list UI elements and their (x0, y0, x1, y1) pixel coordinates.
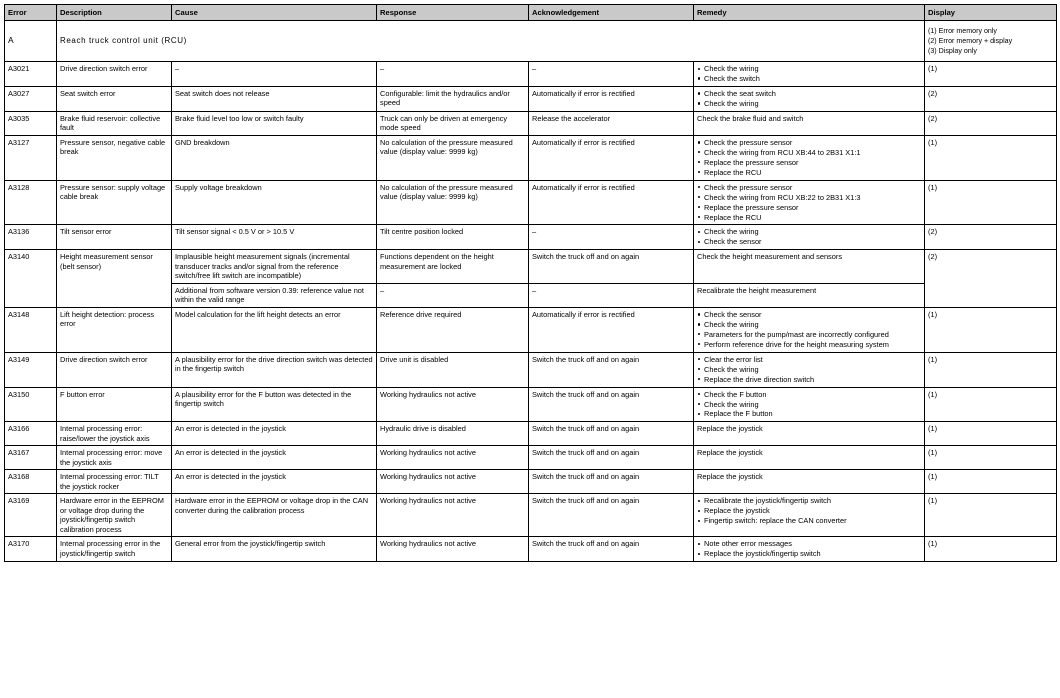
cell-error-code: A3150 (5, 387, 57, 422)
remedy-bullet-item: Recalibrate the joystick/fingertip switch (697, 496, 921, 505)
remedy-bullet-list (697, 496, 921, 525)
cell-remedy (694, 494, 925, 537)
cell-acknowledgement: – (529, 61, 694, 86)
table-row (5, 180, 1057, 225)
cell-acknowledgement: Switch the truck off and on again (529, 470, 694, 494)
cell-display: (2) (925, 225, 1057, 250)
cell-remedy: Check the brake fluid and switch (694, 111, 925, 135)
cell-remedy (694, 352, 925, 387)
table-row (5, 422, 1057, 446)
cell-description: Pressure sensor: supply voltage cable break (57, 180, 172, 225)
cell-display: (1) (925, 307, 1057, 352)
column-header-error: Error (5, 5, 57, 21)
remedy-bullet-item: Fingertip switch: replace the CAN converter (697, 516, 921, 525)
cell-cause: An error is detected in the joystick (172, 422, 377, 446)
table-header-row (5, 5, 1057, 21)
remedy-bullet-item: Replace the RCU (697, 168, 921, 177)
cell-remedy: Replace the joystick (694, 470, 925, 494)
remedy-bullet-item: Replace the joystick (697, 506, 921, 515)
cell-error-code: A3140 (5, 250, 57, 307)
remedy-bullet-item: Check the wiring (697, 320, 921, 329)
display-legend-item-3: (3) Display only (928, 46, 977, 55)
cell-remedy (694, 135, 925, 180)
cell-display: (1) (925, 352, 1057, 387)
cell-remedy (694, 61, 925, 86)
cell-response: – (377, 61, 529, 86)
cell-acknowledgement: Automatically if error is rectified (529, 307, 694, 352)
cell-remedy (694, 307, 925, 352)
display-legend-item-2: (2) Error memory + display (928, 36, 1013, 45)
column-header-display: Display (925, 5, 1057, 21)
cell-remedy (694, 537, 925, 562)
cell-cause: Tilt sensor signal < 0.5 V or > 10.5 V (172, 225, 377, 250)
cell-acknowledgement: – (529, 225, 694, 250)
cell-cause: A plausibility error for the F button was detected in the fingertip switch (172, 387, 377, 422)
table-row (5, 307, 1057, 352)
remedy-bullet-item: Check the sensor (697, 237, 921, 246)
remedy-bullet-item: Check the wiring from RCU XB:22 to 2B31 X1:3 (697, 193, 921, 202)
error-code-table (4, 4, 1057, 562)
cell-response: No calculation of the pressure measured value (display value: 9999 kg) (377, 180, 529, 225)
remedy-bullet-item: Replace the F button (697, 409, 921, 418)
remedy-bullet-item: Check the wiring (697, 400, 921, 409)
cell-response: Working hydraulics not active (377, 446, 529, 470)
section-code: A (5, 20, 57, 61)
table-row (5, 446, 1057, 470)
cell-cause: GND breakdown (172, 135, 377, 180)
cell-cause: General error from the joystick/fingertip switch (172, 537, 377, 562)
table-header (5, 5, 1057, 21)
cell-cause: Model calculation for the lift height detects an error (172, 307, 377, 352)
remedy-bullet-item: Check the pressure sensor (697, 183, 921, 192)
cell-error-code: A3148 (5, 307, 57, 352)
cell-response: No calculation of the pressure measured value (display value: 9999 kg) (377, 135, 529, 180)
cell-error-code: A3170 (5, 537, 57, 562)
cell-acknowledgement: Switch the truck off and on again (529, 422, 694, 446)
table-row (5, 537, 1057, 562)
column-header-response: Response (377, 5, 529, 21)
cell-error-code: A3128 (5, 180, 57, 225)
cell-error-code: A3149 (5, 352, 57, 387)
cell-cause: Supply voltage breakdown (172, 180, 377, 225)
cell-cause: An error is detected in the joystick (172, 470, 377, 494)
remedy-bullet-item: Replace the joystick/fingertip switch (697, 549, 921, 558)
display-legend-item-1: (1) Error memory only (928, 26, 997, 35)
cell-description: Drive direction switch error (57, 352, 172, 387)
cell-cause: Implausible height measurement signals (incremental transducer tracks and/or signal from the reference switch/free lift switch are incompatible) (172, 250, 377, 283)
cell-error-code: A3166 (5, 422, 57, 446)
cell-cause: Additional from software version 0.39: reference value not within the valid range (172, 283, 377, 307)
cell-display: (2) (925, 111, 1057, 135)
cell-display: (1) (925, 61, 1057, 86)
cell-description: Hardware error in the EEPROM or voltage drop during the joystick/fingertip switch calibration process (57, 494, 172, 537)
remedy-bullet-list (697, 64, 921, 83)
table-row (5, 61, 1057, 86)
cell-acknowledgement: Release the accelerator (529, 111, 694, 135)
remedy-bullet-item: Replace the pressure sensor (697, 203, 921, 212)
remedy-bullet-item: Perform reference drive for the height measuring system (697, 340, 921, 349)
column-header-description: Description (57, 5, 172, 21)
cell-error-code: A3168 (5, 470, 57, 494)
table-row (5, 86, 1057, 111)
cell-acknowledgement: – (529, 283, 694, 307)
cell-description: Internal processing error: raise/lower the joystick axis (57, 422, 172, 446)
remedy-bullet-list (697, 355, 921, 384)
cell-error-code: A3027 (5, 86, 57, 111)
cell-remedy (694, 86, 925, 111)
remedy-bullet-list (697, 390, 921, 419)
cell-error-code: A3136 (5, 225, 57, 250)
cell-description: Internal processing error: move the joystick axis (57, 446, 172, 470)
remedy-bullet-item: Check the pressure sensor (697, 138, 921, 147)
cell-remedy (694, 225, 925, 250)
cell-display: (1) (925, 470, 1057, 494)
column-header-remedy: Remedy (694, 5, 925, 21)
cell-response: Functions dependent on the height measurement are locked (377, 250, 529, 283)
cell-display: (1) (925, 135, 1057, 180)
cell-display: (1) (925, 422, 1057, 446)
cell-remedy (694, 180, 925, 225)
cell-response: Configurable: limit the hydraulics and/or speed (377, 86, 529, 111)
column-header-acknowledgement: Acknowledgement (529, 5, 694, 21)
cell-cause: Brake fluid level too low or switch faulty (172, 111, 377, 135)
cell-remedy (694, 387, 925, 422)
cell-response: Drive unit is disabled (377, 352, 529, 387)
remedy-bullet-list (697, 227, 921, 246)
cell-display: (2) (925, 250, 1057, 307)
table-row (5, 352, 1057, 387)
table-row (5, 470, 1057, 494)
cell-response: Hydraulic drive is disabled (377, 422, 529, 446)
cell-description: Brake fluid reservoir: collective fault (57, 111, 172, 135)
remedy-bullet-item: Check the wiring (697, 227, 921, 236)
table-row (5, 111, 1057, 135)
cell-description: Seat switch error (57, 86, 172, 111)
cell-response: Working hydraulics not active (377, 537, 529, 562)
remedy-bullet-item: Replace the pressure sensor (697, 158, 921, 167)
remedy-bullet-list (697, 138, 921, 177)
cell-display: (1) (925, 446, 1057, 470)
cell-remedy: Replace the joystick (694, 446, 925, 470)
cell-description: Internal processing error in the joystick/fingertip switch (57, 537, 172, 562)
remedy-bullet-item: Check the sensor (697, 310, 921, 319)
cell-remedy: Replace the joystick (694, 422, 925, 446)
cell-error-code: A3167 (5, 446, 57, 470)
remedy-bullet-list (697, 310, 921, 349)
cell-response: Truck can only be driven at emergency mode speed (377, 111, 529, 135)
remedy-bullet-item: Parameters for the pump/mast are incorrectly configured (697, 330, 921, 339)
cell-response: Tilt centre position locked (377, 225, 529, 250)
remedy-bullet-item: Replace the drive direction switch (697, 375, 921, 384)
table-row (5, 225, 1057, 250)
cell-remedy: Check the height measurement and sensors (694, 250, 925, 283)
cell-error-code: A3169 (5, 494, 57, 537)
cell-cause: – (172, 61, 377, 86)
remedy-bullet-list (697, 183, 921, 222)
remedy-bullet-item: Clear the error list (697, 355, 921, 364)
cell-description: Internal processing error: TILT the joystick rocker (57, 470, 172, 494)
remedy-bullet-item: Check the wiring from RCU XB:44 to 2B31 X1:1 (697, 148, 921, 157)
remedy-bullet-item: Check the F button (697, 390, 921, 399)
table-body (5, 20, 1057, 561)
cell-acknowledgement: Automatically if error is rectified (529, 86, 694, 111)
table-row (5, 135, 1057, 180)
cell-acknowledgement: Automatically if error is rectified (529, 135, 694, 180)
remedy-bullet-item: Check the seat switch (697, 89, 921, 98)
cell-description: Drive direction switch error (57, 61, 172, 86)
section-banner-row (5, 20, 1057, 61)
column-header-cause: Cause (172, 5, 377, 21)
cell-remedy: Recalibrate the height measurement (694, 283, 925, 307)
cell-acknowledgement: Switch the truck off and on again (529, 446, 694, 470)
cell-cause: Hardware error in the EEPROM or voltage drop in the CAN converter during the calibration process (172, 494, 377, 537)
remedy-bullet-item: Check the wiring (697, 64, 921, 73)
cell-error-code: A3035 (5, 111, 57, 135)
cell-description: F button error (57, 387, 172, 422)
cell-error-code: A3127 (5, 135, 57, 180)
cell-response: Working hydraulics not active (377, 387, 529, 422)
cell-acknowledgement: Switch the truck off and on again (529, 352, 694, 387)
cell-description: Height measurement sensor (belt sensor) (57, 250, 172, 307)
cell-acknowledgement: Switch the truck off and on again (529, 387, 694, 422)
remedy-bullet-item: Note other error messages (697, 539, 921, 548)
cell-description: Lift height detection: process error (57, 307, 172, 352)
cell-acknowledgement: Automatically if error is rectified (529, 180, 694, 225)
cell-display: (1) (925, 387, 1057, 422)
cell-response: Reference drive required (377, 307, 529, 352)
cell-error-code: A3021 (5, 61, 57, 86)
remedy-bullet-item: Replace the RCU (697, 213, 921, 222)
remedy-bullet-item: Check the wiring (697, 365, 921, 374)
cell-acknowledgement: Switch the truck off and on again (529, 494, 694, 537)
cell-response: Working hydraulics not active (377, 494, 529, 537)
cell-description: Pressure sensor, negative cable break (57, 135, 172, 180)
remedy-bullet-item: Check the switch (697, 74, 921, 83)
remedy-bullet-item: Check the wiring (697, 99, 921, 108)
table-row (5, 387, 1057, 422)
cell-acknowledgement: Switch the truck off and on again (529, 250, 694, 283)
cell-response: Working hydraulics not active (377, 470, 529, 494)
cell-cause: Seat switch does not release (172, 86, 377, 111)
cell-display: (2) (925, 86, 1057, 111)
table-row (5, 250, 1057, 283)
section-title: Reach truck control unit (RCU) (57, 20, 925, 61)
display-legend (925, 20, 1057, 61)
remedy-bullet-list (697, 89, 921, 108)
cell-acknowledgement: Switch the truck off and on again (529, 537, 694, 562)
cell-display: (1) (925, 494, 1057, 537)
remedy-bullet-list (697, 539, 921, 558)
cell-display: (1) (925, 180, 1057, 225)
cell-response: – (377, 283, 529, 307)
cell-description: Tilt sensor error (57, 225, 172, 250)
cell-display: (1) (925, 537, 1057, 562)
cell-cause: A plausibility error for the drive direction switch was detected in the fingertip switch (172, 352, 377, 387)
cell-cause: An error is detected in the joystick (172, 446, 377, 470)
table-row (5, 494, 1057, 537)
